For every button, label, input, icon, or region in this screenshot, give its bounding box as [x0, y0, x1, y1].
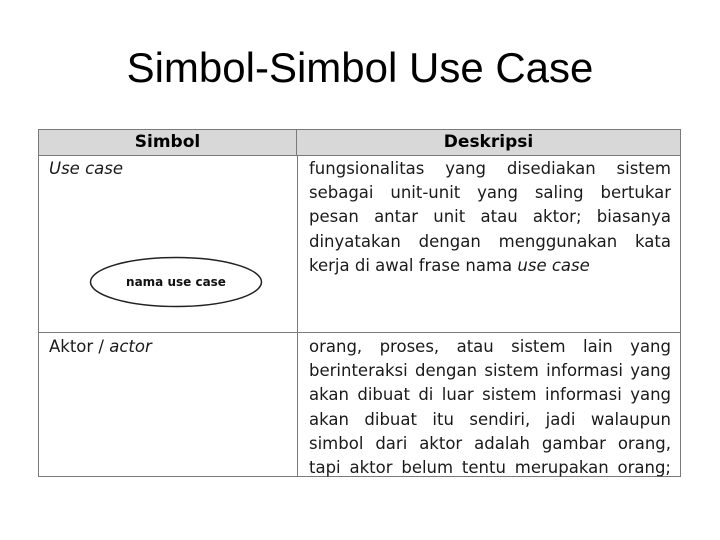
use-case-label: Use case — [49, 159, 124, 178]
use-case-description-italic: use case — [517, 255, 590, 275]
header-symbol: Simbol — [39, 130, 297, 156]
column-divider — [297, 156, 298, 476]
header-description: Deskripsi — [297, 130, 680, 156]
row-use-case-description — [309, 157, 671, 332]
actor-label-italic: actor — [109, 337, 152, 356]
row-actor-description: orang, proses, atau sistem lain yang berinteraksi dengan sistem informasi yang akan dibuat di luar sistem informasi yang akan dibuat itu sendiri, jadi walaupun simbol dari aktor adalah gambar orang, tapi aktor belum tentu merupakan orang; — [309, 337, 671, 478]
row-actor-symbol-cell — [49, 335, 289, 475]
use-case-description-text: fungsionalitas yang disediakan sistem sebagai unit-unit yang saling bertukar pesan antar unit atau aktor; biasanya dinyatakan dengan menggunakan kata kerja di awal frase nama — [309, 159, 671, 275]
use-case-ellipse-symbol — [89, 256, 263, 308]
use-case-symbol-table — [38, 129, 681, 477]
actor-label — [49, 335, 289, 359]
use-case-ellipse-text: nama use case — [126, 275, 226, 289]
actor-label-text: Aktor / — [49, 337, 110, 356]
slide-title: Simbol-Simbol Use Case — [126, 44, 594, 91]
row-use-case-symbol-cell — [49, 157, 289, 332]
row-divider — [39, 332, 680, 333]
